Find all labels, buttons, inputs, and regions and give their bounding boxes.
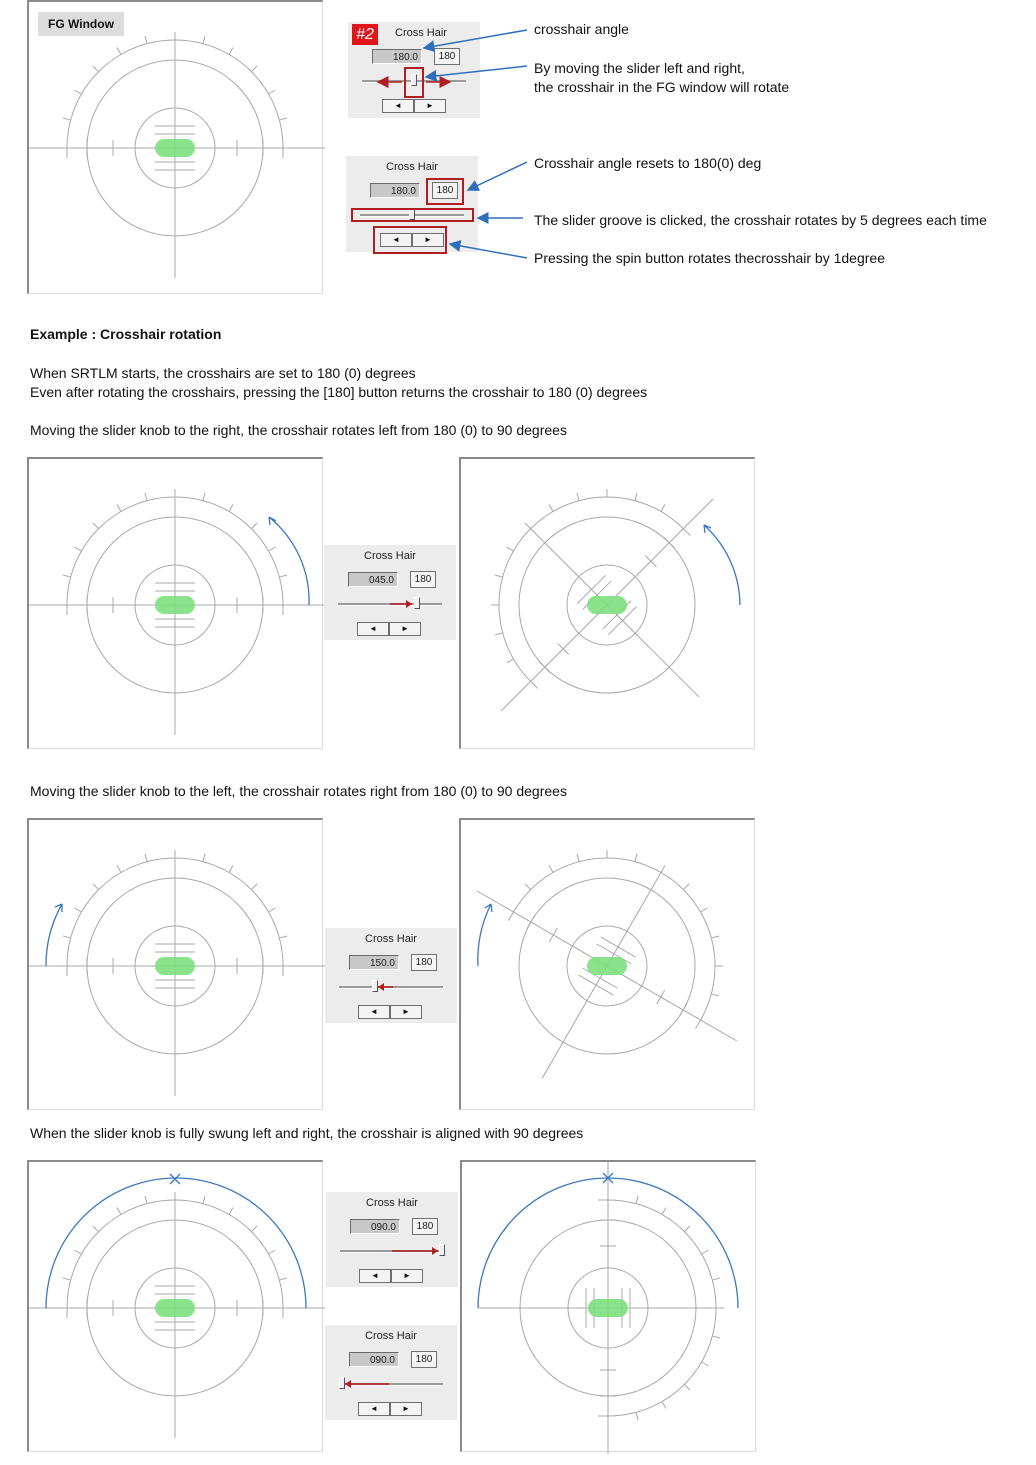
- spin-left-button[interactable]: ◄: [382, 99, 414, 113]
- angle-display: 045.0: [348, 572, 398, 587]
- fg-window-s3-right: [460, 1160, 756, 1452]
- crosshair-view: [461, 459, 757, 751]
- reset-180-button[interactable]: 180: [434, 48, 460, 65]
- target-blob: [155, 1299, 195, 1317]
- spin-left-button[interactable]: ◄: [357, 622, 389, 636]
- note-slider-1: By moving the slider left and right,: [534, 60, 745, 76]
- crosshair-control-s1: [324, 545, 456, 640]
- control-title: Cross Hair: [366, 1197, 418, 1209]
- rotation-arrow: [478, 904, 491, 966]
- crosshair-view: [461, 820, 757, 1112]
- direction-arrow: [325, 1325, 457, 1420]
- control-title: Cross Hair: [395, 27, 447, 39]
- rotation-arrow: [704, 525, 740, 605]
- control-title: Cross Hair: [365, 1330, 417, 1342]
- rotation-arrow: [269, 517, 309, 605]
- note-slider-2: the crosshair in the FG window will rotate: [534, 79, 790, 95]
- fg-window-s1-before: [27, 457, 323, 749]
- reset-180-button[interactable]: 180: [432, 182, 458, 199]
- spin-left-button[interactable]: ◄: [358, 1402, 390, 1416]
- reset-180-button[interactable]: 180: [411, 954, 437, 971]
- control-title: Cross Hair: [365, 933, 417, 945]
- target-blob: [155, 957, 195, 975]
- spin-right-button[interactable]: ►: [390, 1005, 422, 1019]
- angle-display: 090.0: [349, 1352, 399, 1367]
- crosshair-view: [29, 459, 325, 751]
- fg-window-label: FG Window: [38, 12, 124, 36]
- direction-arrow: [325, 928, 457, 1023]
- angle-display: 180.0: [372, 49, 422, 64]
- limit-arc: [46, 1178, 306, 1308]
- spin-right-button[interactable]: ►: [414, 99, 446, 113]
- spin-left-button[interactable]: ◄: [380, 233, 412, 247]
- angle-display: 180.0: [370, 183, 420, 198]
- crosshair-view: [29, 1162, 325, 1454]
- control-title: Cross Hair: [364, 550, 416, 562]
- spin-left-button[interactable]: ◄: [359, 1269, 391, 1283]
- note-groove: The slider groove is clicked, the crosshair rotates by 5 degrees each time: [534, 212, 987, 228]
- angle-display: 090.0: [350, 1219, 400, 1234]
- target-blob: [587, 596, 627, 614]
- fg-window-s2-before: [27, 818, 323, 1110]
- example-heading: Example : Crosshair rotation: [30, 326, 222, 342]
- spin-right-button[interactable]: ►: [412, 233, 444, 247]
- target-blob: [587, 957, 627, 975]
- fg-window-s1-after: [459, 457, 755, 749]
- crosshair-view: [29, 820, 325, 1112]
- section-2-caption: Moving the slider knob to the left, the crosshair rotates right from 180 (0) to 90 degrees: [30, 783, 567, 799]
- control-title: Cross Hair: [386, 161, 438, 173]
- spin-right-button[interactable]: ►: [389, 622, 421, 636]
- note-spin: Pressing the spin button rotates thecrosshair by 1degree: [534, 250, 885, 266]
- section-1-caption: Moving the slider knob to the right, the crosshair rotates left from 180 (0) to 90 degrees: [30, 422, 567, 438]
- crosshair-control-s2: [325, 928, 457, 1023]
- limit-marker: [170, 1174, 180, 1184]
- spin-left-button[interactable]: ◄: [358, 1005, 390, 1019]
- target-blob: [155, 596, 195, 614]
- spin-right-button[interactable]: ►: [391, 1269, 423, 1283]
- crosshair-control-s3-left: [325, 1325, 457, 1420]
- spin-right-button[interactable]: ►: [390, 1402, 422, 1416]
- reset-180-button[interactable]: 180: [412, 1218, 438, 1235]
- example-line-2: Even after rotating the crosshairs, pressing the [180] button returns the crosshair to 180 (0) degrees: [30, 384, 648, 400]
- crosshair-control-s3-right: [326, 1192, 458, 1287]
- fg-window-s2-after: [459, 818, 755, 1110]
- direction-arrow: [324, 545, 456, 640]
- example-line-1: When SRTLM starts, the crosshairs are set to 180 (0) degrees: [30, 365, 416, 381]
- rotation-arrow-head: [269, 517, 276, 525]
- reset-180-button[interactable]: 180: [411, 1351, 437, 1368]
- note-angle: crosshair angle: [534, 21, 629, 37]
- reset-180-button[interactable]: 180: [410, 571, 436, 588]
- angle-display: 150.0: [349, 955, 399, 970]
- crosshair-view: [462, 1162, 758, 1454]
- fg-window-s3-left: [27, 1160, 323, 1452]
- target-blob: [588, 1299, 628, 1317]
- rotation-arrow: [46, 904, 62, 966]
- direction-arrow: [326, 1192, 458, 1287]
- step-badge: #2: [352, 24, 378, 45]
- section-3-caption: When the slider knob is fully swung left and right, the crosshair is aligned with 90 degrees: [30, 1125, 584, 1141]
- note-reset: Crosshair angle resets to 180(0) deg: [534, 155, 762, 171]
